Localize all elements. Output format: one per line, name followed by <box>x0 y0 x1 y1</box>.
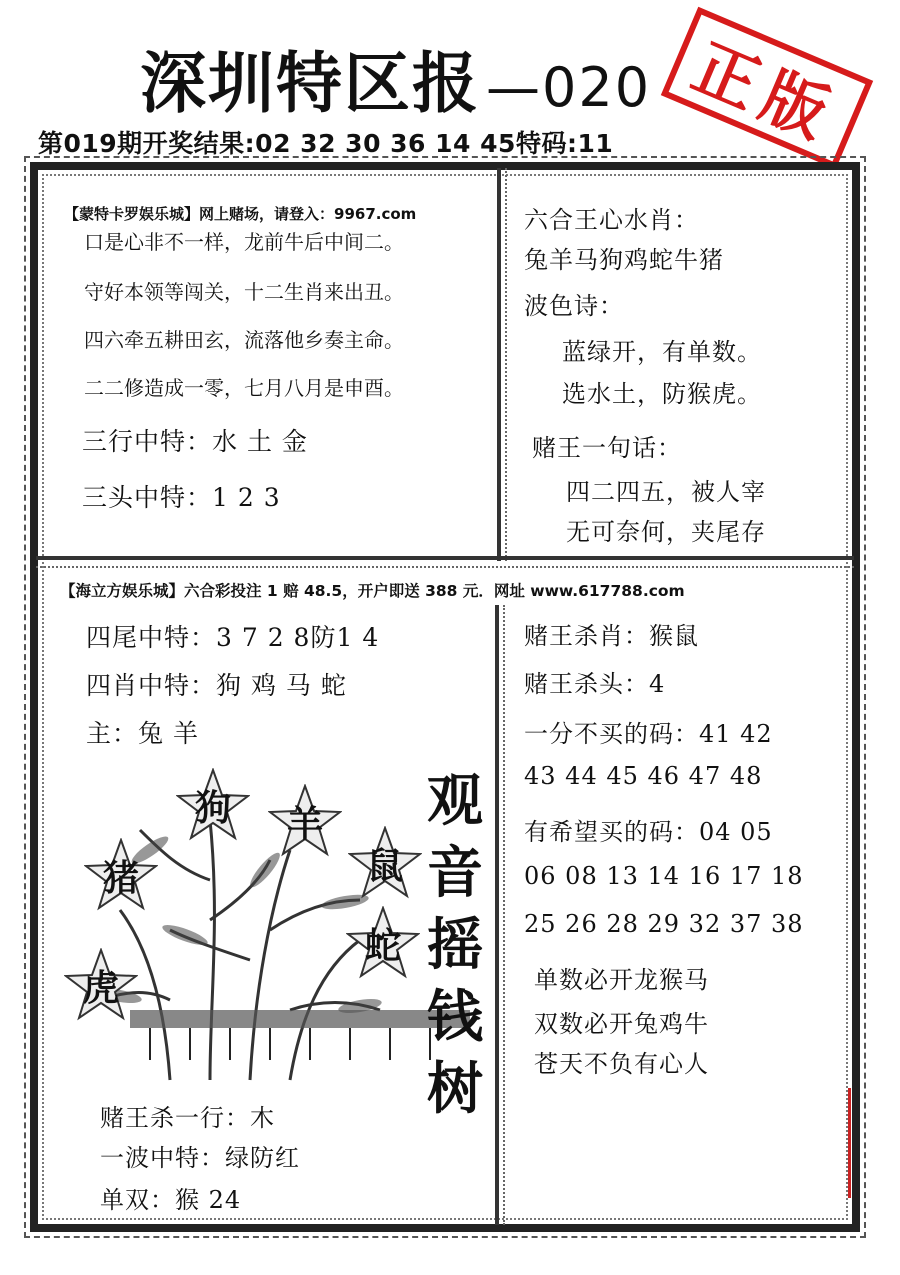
shaxiao-tip: 赌王杀肖：猴鼠 <box>524 622 699 650</box>
bose-line-1: 蓝绿开，有单数。 <box>562 338 762 366</box>
zodiac-char: 虎 <box>82 966 119 1009</box>
xiwang-line-1: 有希望买的码：04 05 <box>524 818 773 846</box>
draw-results: 第019期开奖结果:02 32 30 36 14 45特码:11 <box>38 129 614 158</box>
sanxing-tip: 三行中特：水 土 金 <box>82 427 308 456</box>
zodiac-star-goat <box>268 784 342 858</box>
duwang-label: 赌王一句话： <box>532 434 682 462</box>
zodiac-char: 蛇 <box>364 924 401 967</box>
masthead-title <box>140 30 651 125</box>
poem-line-2: 守好本领等闯关，十二生肖来出丑。 <box>84 280 404 304</box>
slogan-char: 树 <box>427 1056 483 1122</box>
xinshui-value: 兔羊马狗鸡蛇牛猪 <box>524 246 724 274</box>
duwang-line-1: 四二四五，被人宰 <box>566 478 766 506</box>
slogan-char: 音 <box>427 840 483 906</box>
poem-line-3: 四六牵五耕田玄，流落他乡奏主命。 <box>84 328 404 352</box>
zodiac-star-pig <box>84 838 158 912</box>
zodiac-star-snake <box>346 906 420 980</box>
zodiac-char: 狗 <box>194 786 231 829</box>
zodiac-char: 猪 <box>102 856 139 899</box>
duwang-line-2: 无可奈何，夹尾存 <box>566 518 766 546</box>
vertical-slogan <box>420 765 490 1125</box>
authentic-stamp: 正版 <box>661 7 873 170</box>
slogan-char: 钱 <box>427 984 483 1050</box>
bottom-divider <box>495 605 505 1225</box>
siwei-tip: 四尾中特：3 7 2 8防1 4 <box>86 623 380 652</box>
issue-number: —020 <box>486 56 652 119</box>
poem-line-1: 口是心非不一样，龙前牛后中间二。 <box>84 230 404 254</box>
masthead-name: 深圳特区报 <box>140 45 480 122</box>
xiwang-line-2: 06 08 13 14 16 17 18 <box>524 862 804 890</box>
bose-line-2: 选水土，防猴虎。 <box>562 380 762 408</box>
zodiac-char: 羊 <box>286 802 323 845</box>
poem-line-4: 二二修造成一零，七月八月是申酉。 <box>84 376 404 400</box>
saying-2: 双数必开兔鸡牛 <box>534 1010 709 1038</box>
zodiac-star-rat <box>348 826 422 900</box>
slogan-char: 观 <box>427 768 483 834</box>
zodiac-star-tiger <box>64 948 138 1022</box>
bumai-line-2: 43 44 45 46 47 48 <box>524 762 763 790</box>
shatou-tip: 赌王杀头：4 <box>524 670 666 698</box>
sixiao-tip: 四肖中特：狗 鸡 马 蛇 <box>86 671 347 700</box>
zodiac-char: 鼠 <box>366 844 403 887</box>
zhu-tip: 主：兔 羊 <box>86 719 199 748</box>
xinshui-label: 六合王心水肖： <box>524 206 699 234</box>
top-divider <box>497 168 507 561</box>
red-mark <box>848 1088 851 1198</box>
bose-label: 波色诗： <box>524 292 624 320</box>
xiwang-line-3: 25 26 28 29 32 37 38 <box>524 910 804 938</box>
slogan-char: 摇 <box>427 912 483 978</box>
yibo-tip: 一波中特：绿防红 <box>100 1144 300 1172</box>
casino-ad-top: 【蒙特卡罗娱乐城】网上赌场，请登入：9967.com <box>64 205 417 223</box>
danshuang-tip: 单双：猴 24 <box>100 1186 242 1214</box>
shayixing-tip: 赌王杀一行：木 <box>100 1104 275 1132</box>
saying-3: 苍天不负有心人 <box>534 1050 709 1078</box>
santou-tip: 三头中特：1 2 3 <box>82 483 281 512</box>
casino-ad-middle: 【海立方娱乐城】六合彩投注 1 赔 48.5，开户即送 388 元．网址 www.617788.com <box>60 582 685 600</box>
zodiac-star-dog <box>176 768 250 842</box>
saying-1: 单数必开龙猴马 <box>534 966 709 994</box>
bumai-line-1: 一分不买的码：41 42 <box>524 720 773 748</box>
middle-divider <box>36 556 854 568</box>
